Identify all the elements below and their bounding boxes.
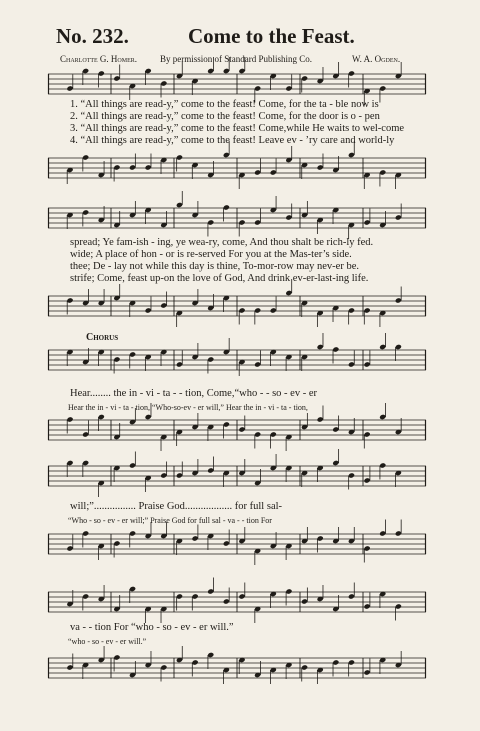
verse-1-line-2: spread; Ye fam-ish - ing, ye wea-ry, come, And thou shalt be rich-ly fed. xyxy=(70,237,374,248)
hymn-header xyxy=(56,24,426,50)
chorus-line-3-bass: “who - so - ev - er will.” xyxy=(68,637,147,646)
hymn-title: Come to the Feast. xyxy=(188,24,355,48)
permission-credit: By permission of Standard Publishing Co. xyxy=(160,54,313,64)
verse-3-line-1: 3. “All things are read-y,” come to the feast! Come,while He waits to wel-come xyxy=(70,123,405,134)
hymn-number: No. 232. xyxy=(56,24,129,48)
verse-4-line-2: strife; Come, feast up-on the love of God, And drink ev-er-last-ing life. xyxy=(70,273,369,284)
verse-3-line-2: thee; De - lay not while this day is thine, To-mor-row may nev-er be. xyxy=(70,261,359,272)
music-system-2 xyxy=(48,200,426,330)
verse-2-line-2: wide; A place of hon - or is re-served For you at the Mas-ter’s side. xyxy=(70,249,352,260)
treble-staff xyxy=(48,584,426,624)
chorus-line-3: va - - tion For “who - so - ev - er will.” xyxy=(70,622,234,633)
music-system-3 xyxy=(48,332,426,452)
music-system-4 xyxy=(48,458,426,578)
treble-staff xyxy=(48,342,426,382)
bass-staff xyxy=(48,650,426,690)
bass-staff xyxy=(48,288,426,328)
composer-credit: W. A. Ogden. xyxy=(352,54,401,64)
treble-staff xyxy=(48,458,426,498)
treble-staff xyxy=(48,200,426,240)
chorus-label: Chorus xyxy=(86,332,119,343)
author-credit: Charlotte G. Homer. xyxy=(60,54,137,64)
music-system-5 xyxy=(48,584,426,704)
bass-staff xyxy=(48,526,426,566)
bass-staff xyxy=(48,150,426,190)
chorus-line-2: will;”................ Praise God.................. for full sal- xyxy=(70,501,283,512)
chorus-line-1-bass: Hear the in - vi - ta - tion, “Who-so-ev - er will,” Hear the in - vi - ta - tion, xyxy=(68,403,308,412)
verse-1-line-1: 1. “All things are read-y,” come to the feast! Come, for the ta - ble now is xyxy=(70,99,379,110)
chorus-line-1: Hear........ the in - vi - ta - - tion, Come,“who - - so - ev - er xyxy=(70,388,317,399)
bass-staff xyxy=(48,412,426,452)
chorus-line-2-bass: “Who - so - ev - er will;” Praise God for full sal - va - - tion For xyxy=(68,516,272,525)
verse-2-line-1: 2. “All things are read-y,” come to the feast! Come, for the door is o - pen xyxy=(70,111,380,122)
verse-4-line-1: 4. “All things are read-y,” come to the feast! Leave ev - ’ry care and world-ly xyxy=(70,135,395,146)
music-system-1 xyxy=(48,66,426,196)
